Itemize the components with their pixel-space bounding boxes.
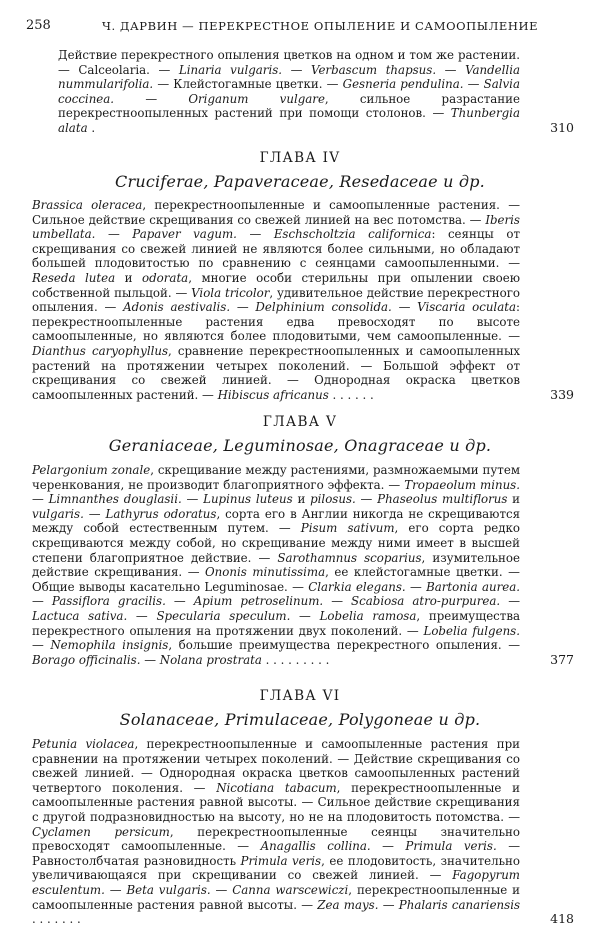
entry-page-ref: 377 — [550, 651, 574, 667]
chapter-4-block — [0, 198, 600, 402]
chapter-title: ГЛАВА IV — [259, 150, 341, 166]
entry-page-ref: 339 — [550, 386, 574, 402]
chapter-5-block — [0, 463, 600, 667]
page-number: 258 — [26, 18, 51, 33]
chapter-subtitle: Cruciferae, Papaveraceae, Resedaceae и др. — [115, 172, 485, 191]
entry-page-ref: 310 — [550, 119, 574, 135]
chapter-6-block — [0, 737, 600, 927]
contents-entry-chapter-3-continued — [0, 48, 600, 136]
entry-text: Pelargonium zonale, скрещивание между растениями, размножаемыми путем черенкования, не производит благоприятного эффекта. — Tropaeolum minus. — Limnanthes douglasii. — Lupinus luteus и pilosus. — Phaseolus multiflorus и vulgaris. — Lathyrus odoratus, сорта его в Англии никогда не скрещиваются между собой естественным путем. — Pisum sativum, его сорта редко скрещиваются между собой, но скрещивание между ними имеет в высшей степени благоприятное действие. — Sarothamnus scoparius, изумительное действие скрещивания. — Ononis minutissima, ее клейстогамные цветки. — Общие выводы касательно Leguminosae. — Clarkia elegans. — Bartonia aurea. — Passiflora gracilis. — Apium petroselinum. — Scabiosa atro-purpurea. — Lactuca sativa. — Specularia speculum. — Lobelia ramosa, преимущества перекрестного опыления на протяжении двух поколений. — Lobelia fulgens. — Nemophila insignis, большие преимущества перекрестного опыления. — Borago officinalis. — Nolana prostrata . . . . . . . . . — [32, 463, 521, 667]
entry-page-ref: 418 — [550, 911, 574, 927]
contents-entry-chapter-5 — [0, 463, 600, 667]
chapter-subtitle: Geraniaceae, Leguminosae, Onagraceae и др. — [108, 436, 492, 455]
contents-entry-chapter-4 — [0, 198, 600, 402]
chapter-title: ГЛАВА V — [262, 414, 338, 430]
entry-text: Действие перекрестного опыления цветков на одном и том же растении. — Calceolaria. — Linaria vulgaris. — Verbascum thapsus. — Vandellia nummularifolia. — Клейстогамные цветки. — Gesneria pendulina. — Salvia coccinea. — Origanum vulgare, сильное разрастание перекрестноопыленных растений при помощи столонов. — Thunbergia alata . — [58, 48, 521, 135]
chapter-subtitle: Solanaceae, Primulaceae, Polygoneae и др. — [119, 710, 481, 729]
page-header — [26, 18, 556, 36]
contents-entry-chapter-6 — [0, 737, 600, 927]
continuation-block — [0, 48, 600, 136]
entry-text: Brassica oleracea, перекрестноопыленные и самоопыленные растения. — Сильное действие скрещивания со свежей линией на вес потомства. — Iberis umbellata. — Papaver vagum. — Eschscholtzia californica: сеянцы от скрещивания со свежей линией не являются более сильными, но обладают большей плодовитостью по сравнению с сеянцами самоопыленными. — Reseda lutea и odorata, многие особи стерильны при опылении своею собственной пыльцой. — Viola tricolor, удивительное действие перекрестного опыления. — Adonis aestivalis. — Delphinium consolida. — Viscaria oculata: перекрестноопыленные растения едва превосходят по высоте самоопыленные, но являются более плодовитыми, чем самоопыленные. — Dianthus caryophyllus, сравнение перекрестноопыленных и самоопыленных растений на протяжении четырех поколений. — Большой эффект от скрещивания со свежей линией. — Однородная окраска цветков самоопыленных растений. — Hibiscus africanus . . . . . . — [32, 198, 521, 402]
entry-text: Petunia violacea, перекрестноопыленные и самоопыленные растения при сравнении на протяжении четырех поколений. — Действие скрещивания со свежей линией. — Однородная окраска цветков самоопыленных растений четвертого поколения. — Nicotiana tabacum, перекрестноопыленные и самоопыленные растения равной высоты. — Сильное действие скрещивания с другой подразновидностью на высоту, но не на плодовитость потомства. — Cyclamen persicum, перекрестноопыленные сеянцы значительно превосходят самоопыленные. — Anagallis collina. — Primula veris. — Равностолбчатая разновидность Primula veris, ее плодовитость, значительно увеличивающаяся при скрещивании со свежей линией. — Fagopyrum esculentum. — Beta vulgaris. — Canna warscewiczi, перекрестноопыленные и самоопыленные растения равной высоты. — Zea mays. — Phalaris canariensis . . . . . . . — [32, 737, 521, 927]
running-title: Ч. ДАРВИН — ПЕРЕКРЕСТНОЕ ОПЫЛЕНИЕ И САМООПЫЛЕНИЕ — [102, 19, 539, 33]
chapter-title: ГЛАВА VI — [259, 688, 341, 704]
